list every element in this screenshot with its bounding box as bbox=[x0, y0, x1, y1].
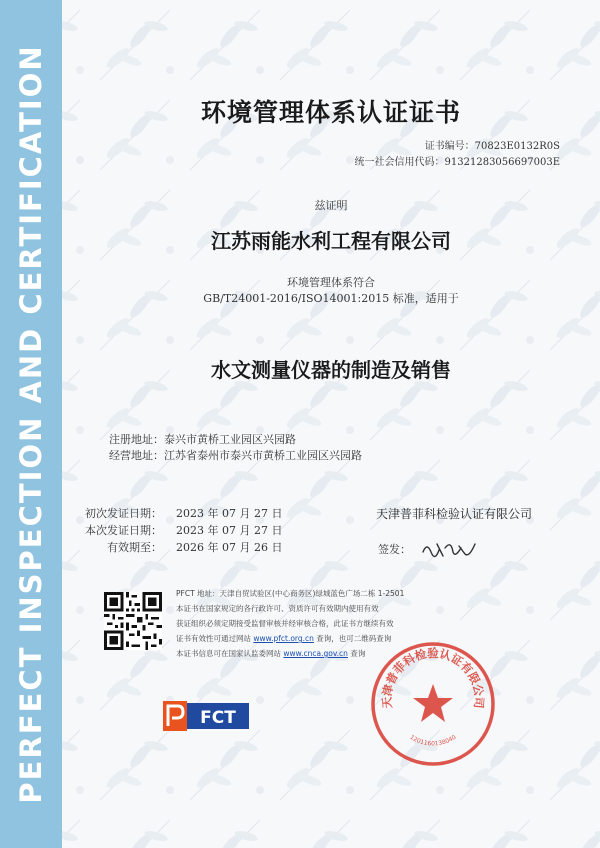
registered-address bbox=[104, 431, 296, 447]
svg-text:FCT: FCT bbox=[200, 708, 236, 728]
valid-until-date bbox=[82, 539, 282, 556]
seal-number: 1201160138040 bbox=[408, 733, 458, 748]
handwritten-signature bbox=[419, 538, 481, 562]
current-issue-value: 2023 年 07 月 27 日 bbox=[176, 524, 283, 537]
initial-issue-date bbox=[82, 505, 282, 522]
side-band-text: PERFECT INSPECTION AND CERTIFICATION bbox=[14, 44, 48, 804]
valid-until-value: 2026 年 07 月 26 日 bbox=[176, 541, 283, 554]
hereby-text: 兹证明 bbox=[314, 199, 348, 212]
signature-line bbox=[378, 538, 481, 562]
dates-block bbox=[82, 505, 282, 556]
certificate-title: 环境管理体系认证证书 bbox=[200, 98, 461, 127]
certificate-number: 证书编号：70823E0132R0S bbox=[424, 141, 560, 152]
cnca-website-link[interactable]: www.cnca.gov.cn bbox=[283, 649, 348, 658]
company-seal bbox=[369, 640, 497, 768]
note-audit: 获证组织必须定期接受监督审核并经审核合格，此证书方继续有效 bbox=[176, 619, 394, 628]
standard-line-1: 环境管理体系符合 bbox=[287, 276, 375, 289]
side-band bbox=[0, 0, 62, 848]
pfct-logo bbox=[163, 701, 251, 731]
note-address: PFCT 地址：天津自贸试验区(中心商务区)绿城蓝色广场二栋 1-2501 bbox=[176, 589, 405, 598]
certification-scope: 水文测量仪器的制造及销售 bbox=[211, 358, 451, 382]
pfct-website-link[interactable]: www.pfct.org.cn bbox=[253, 634, 314, 643]
current-issue-label: 本次发证日期： bbox=[85, 524, 162, 537]
note-cnca-suffix: 查询 bbox=[347, 649, 366, 658]
valid-until-label: 有效期至： bbox=[107, 541, 162, 554]
business-address-label: 经营地址： bbox=[109, 449, 164, 462]
standard-line-2: GB/T24001-2016/ISO14001:2015 标准，适用于 bbox=[203, 292, 459, 305]
current-issue-date bbox=[82, 522, 282, 539]
company-name: 江苏雨能水利工程有限公司 bbox=[211, 229, 451, 253]
issuer-name: 天津普菲科检验认证有限公司 bbox=[376, 507, 533, 521]
note-verify-suffix: 查询，也可二维码查询 bbox=[313, 634, 392, 643]
credit-code: 统一社会信用代码：91321283056697003E bbox=[354, 157, 560, 168]
note-verify-prefix: 证书有效性可通过网站 bbox=[176, 634, 254, 643]
sign-label: 签发： bbox=[378, 543, 411, 556]
seal-text: 天津普菲科检验认证有限公司 bbox=[379, 646, 487, 709]
svg-text:1201160138040 bbox=[408, 734, 457, 748]
registered-address-value: 泰兴市黄桥工业园区兴园路 bbox=[164, 433, 296, 446]
note-validity: 本证书在国家规定的各行政许可、资质许可有效期内使用有效 bbox=[176, 604, 379, 613]
business-address-value: 江苏省泰州市泰兴市黄桥工业园区兴园路 bbox=[164, 449, 362, 462]
note-cnca-prefix: 本证书信息可在国家认监委网站 bbox=[176, 649, 284, 658]
business-address bbox=[104, 447, 362, 463]
qr-code bbox=[104, 592, 162, 650]
registered-address-label: 注册地址： bbox=[109, 433, 164, 446]
initial-issue-label: 初次发证日期： bbox=[85, 507, 162, 520]
initial-issue-value: 2023 年 07 月 27 日 bbox=[176, 507, 283, 520]
